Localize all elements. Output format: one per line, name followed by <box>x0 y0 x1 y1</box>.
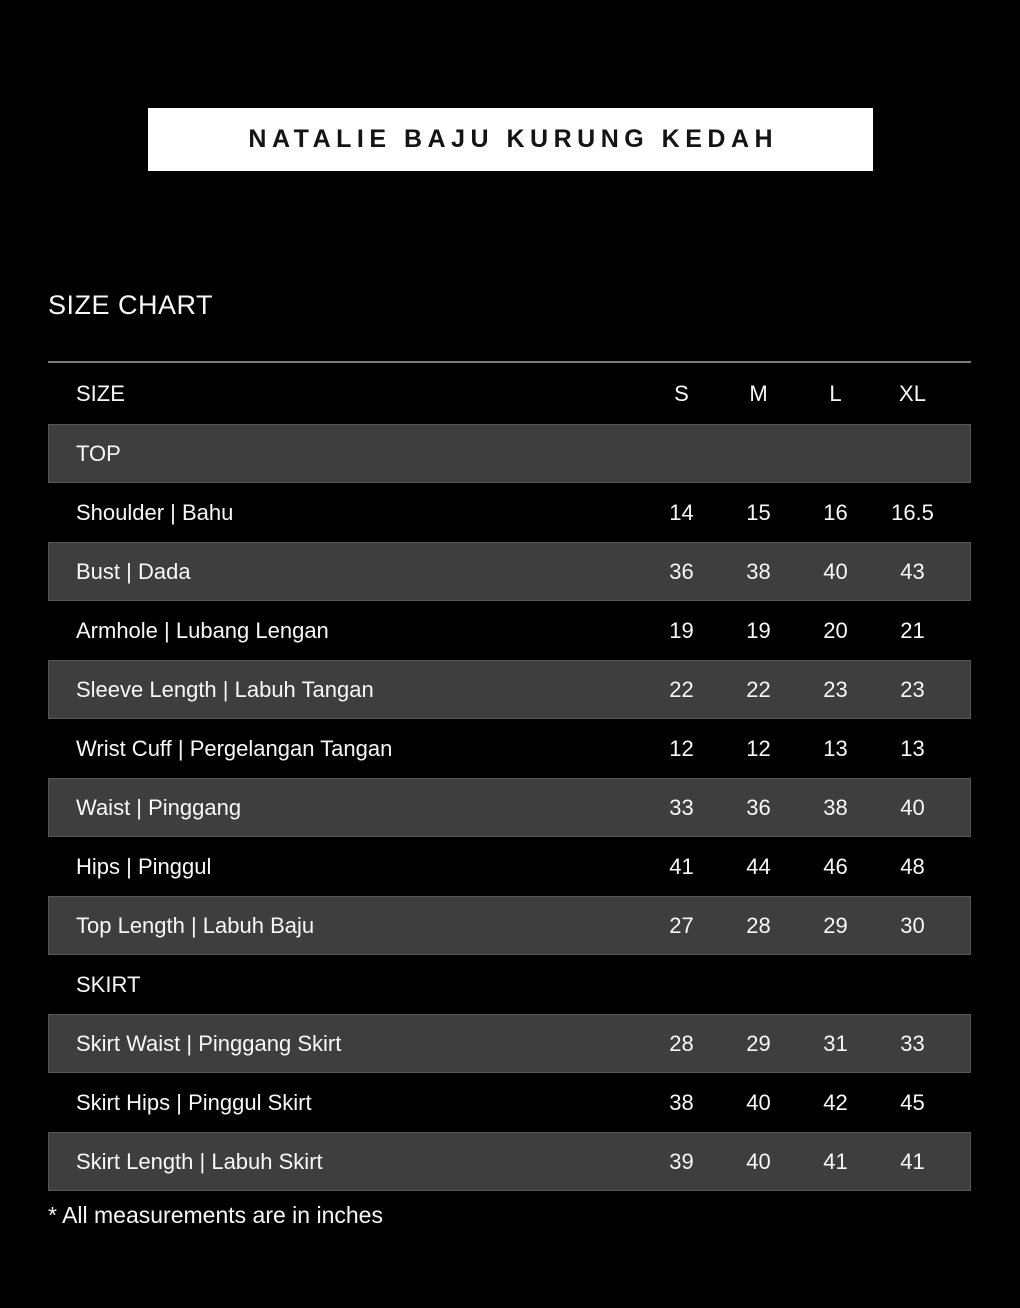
value-cell: 38 <box>823 794 848 820</box>
column-header-s: S <box>674 380 689 406</box>
value-cell: 21 <box>900 617 925 643</box>
size-table <box>48 361 971 1191</box>
table-row <box>48 542 971 601</box>
value-cell: 19 <box>669 617 694 643</box>
value-cell: 38 <box>669 1089 694 1115</box>
measurement-note: * All measurements are in inches <box>48 1202 383 1228</box>
value-cell: 20 <box>823 617 848 643</box>
value-cell: 48 <box>900 853 925 879</box>
value-cell: 16 <box>823 499 848 525</box>
measurement-label: Hips | Pinggul <box>76 853 212 879</box>
table-row <box>48 1014 971 1073</box>
value-cell: 29 <box>746 1030 771 1056</box>
section-row-top <box>48 424 971 483</box>
value-cell: 28 <box>669 1030 694 1056</box>
value-cell: 22 <box>669 676 694 702</box>
value-cell: 13 <box>900 735 925 761</box>
measurement-label: Armhole | Lubang Lengan <box>76 617 329 643</box>
table-row <box>48 601 971 660</box>
table-row <box>48 1073 971 1132</box>
value-cell: 13 <box>823 735 848 761</box>
measurement-label: Bust | Dada <box>76 558 191 584</box>
value-cell: 36 <box>669 558 694 584</box>
measurement-label: Wrist Cuff | Pergelangan Tangan <box>76 735 393 761</box>
value-cell: 42 <box>823 1089 848 1115</box>
table-row <box>48 483 971 542</box>
column-header-size: SIZE <box>76 380 125 406</box>
value-cell: 44 <box>746 853 771 879</box>
value-cell: 12 <box>746 735 771 761</box>
table-header-row <box>48 363 971 424</box>
value-cell: 36 <box>746 794 771 820</box>
measurement-label: Skirt Hips | Pinggul Skirt <box>76 1089 312 1115</box>
value-cell: 40 <box>823 558 848 584</box>
value-cell: 15 <box>746 499 771 525</box>
value-cell: 39 <box>669 1148 694 1174</box>
section-label: SKIRT <box>76 971 141 997</box>
section-row-skirt <box>48 955 971 1014</box>
value-cell: 23 <box>900 676 925 702</box>
value-cell: 40 <box>746 1089 771 1115</box>
section-label: TOP <box>76 440 121 466</box>
value-cell: 19 <box>746 617 771 643</box>
value-cell: 14 <box>669 499 694 525</box>
value-cell: 41 <box>669 853 694 879</box>
table-row <box>48 660 971 719</box>
column-header-xl: XL <box>899 380 926 406</box>
value-cell: 43 <box>900 558 925 584</box>
value-cell: 29 <box>823 912 848 938</box>
value-cell: 41 <box>823 1148 848 1174</box>
table-row <box>48 719 971 778</box>
value-cell: 45 <box>900 1089 925 1115</box>
table-row <box>48 1132 971 1191</box>
measurement-label: Top Length | Labuh Baju <box>76 912 315 938</box>
value-cell: 33 <box>900 1030 925 1056</box>
table-row <box>48 896 971 955</box>
value-cell: 27 <box>669 912 694 938</box>
value-cell: 16.5 <box>891 499 934 525</box>
size-chart-heading: SIZE CHART <box>48 290 214 320</box>
value-cell: 22 <box>746 676 771 702</box>
measurement-label: Skirt Waist | Pinggang Skirt <box>76 1030 342 1056</box>
value-cell: 33 <box>669 794 694 820</box>
value-cell: 46 <box>823 853 848 879</box>
value-cell: 40 <box>746 1148 771 1174</box>
product-title: NATALIE BAJU KURUNG KEDAH <box>248 125 779 153</box>
value-cell: 41 <box>900 1148 925 1174</box>
measurement-label: Sleeve Length | Labuh Tangan <box>76 676 374 702</box>
product-title-banner <box>148 108 873 171</box>
table-row <box>48 837 971 896</box>
value-cell: 38 <box>746 558 771 584</box>
measurement-label: Waist | Pinggang <box>76 794 242 820</box>
measurement-label: Shoulder | Bahu <box>76 499 234 525</box>
column-header-m: M <box>749 380 768 406</box>
measurement-label: Skirt Length | Labuh Skirt <box>76 1148 323 1174</box>
value-cell: 23 <box>823 676 848 702</box>
table-body <box>48 424 971 1191</box>
value-cell: 31 <box>823 1030 848 1056</box>
value-cell: 12 <box>669 735 694 761</box>
column-header-l: L <box>829 380 842 406</box>
value-cell: 30 <box>900 912 925 938</box>
table-row <box>48 778 971 837</box>
value-cell: 28 <box>746 912 771 938</box>
value-cell: 40 <box>900 794 925 820</box>
